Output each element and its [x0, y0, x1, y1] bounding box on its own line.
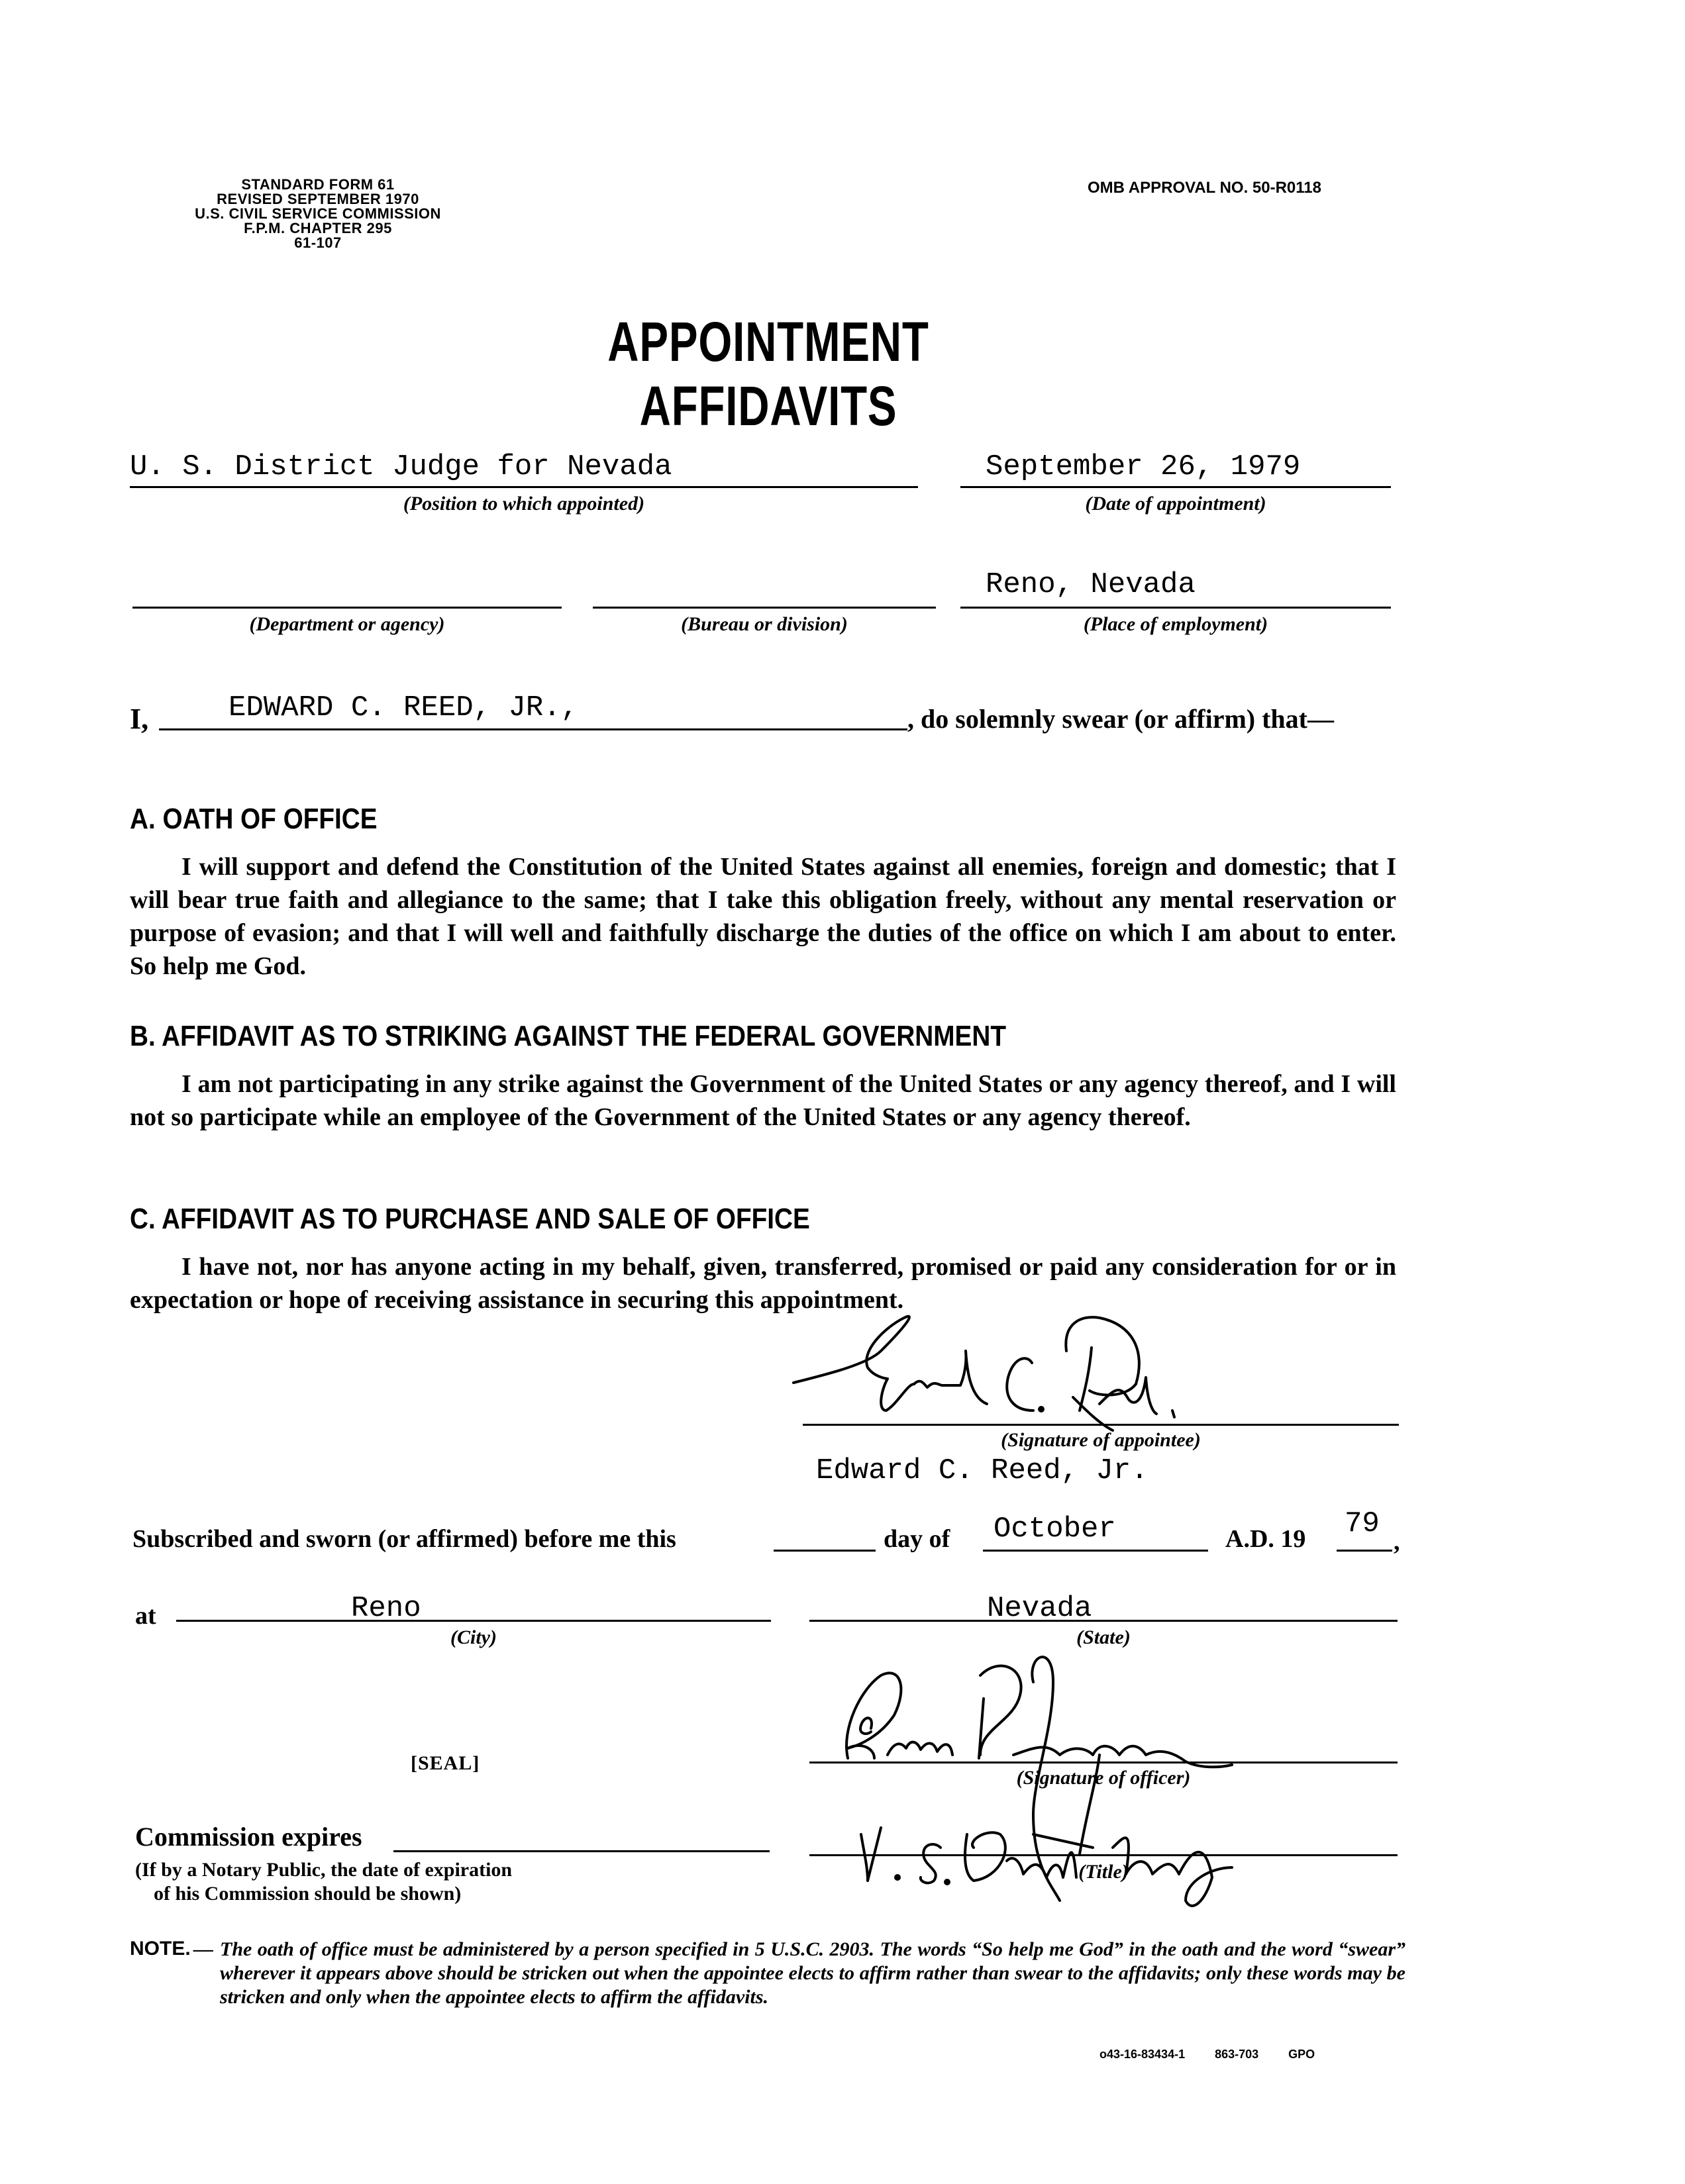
commission-note-line: of his Commission should be shown)	[154, 1883, 462, 1905]
department-caption: (Department or agency)	[249, 613, 445, 635]
at-label: at	[135, 1602, 156, 1630]
position-field[interactable]: U. S. District Judge for Nevada	[130, 450, 672, 483]
section-c-text: I have not, nor has anyone acting in my behalf, given, transferred, promised or paid any consideration for or in expectation or hope of receiving assistance in securing this appointment.	[130, 1253, 1396, 1314]
date-field-line	[960, 486, 1391, 488]
appointee-name-line	[159, 728, 907, 730]
oath-intro-prefix: I,	[130, 703, 149, 735]
section-b-heading: B. AFFIDAVIT AS TO STRIKING AGAINST THE FEDERAL GOVERNMENT	[130, 1020, 1006, 1052]
form-id-line: 61-107	[294, 234, 342, 251]
day-of-label: day of	[884, 1525, 950, 1553]
date-caption: (Date of appointment)	[1085, 493, 1266, 515]
oath-intro-suffix: , do solemnly swear (or affirm) that—	[907, 704, 1334, 734]
position-caption: (Position to which appointed)	[403, 493, 645, 515]
form-id-line: F.P.M. CHAPTER 295	[244, 220, 392, 236]
subscribed-prefix: Subscribed and sworn (or affirmed) before me this	[132, 1525, 676, 1553]
appointee-typed-name: Edward C. Reed, Jr.	[816, 1454, 1149, 1487]
place-field-line	[960, 607, 1391, 609]
appointee-signature-caption: (Signature of appointee)	[1001, 1429, 1201, 1451]
state-field[interactable]: Nevada	[987, 1592, 1092, 1625]
subscribed-day-line	[774, 1550, 876, 1552]
ad-label: A.D. 19	[1225, 1525, 1306, 1553]
omb-approval-number: OMB APPROVAL NO. 50-R0118	[1088, 179, 1321, 197]
state-caption: (State)	[1076, 1626, 1131, 1648]
commission-expires-label: Commission expires	[135, 1822, 362, 1852]
commission-note-line: (If by a Notary Public, the date of expiration	[135, 1859, 513, 1881]
subscribed-month-line	[983, 1550, 1208, 1552]
officer-signature-line	[809, 1762, 1398, 1763]
bureau-field-line	[593, 607, 936, 609]
note-label: NOTE.	[130, 1938, 191, 1960]
subscribed-month-field[interactable]: October	[994, 1513, 1116, 1546]
place-caption: (Place of employment)	[1083, 613, 1268, 635]
officer-title-caption: (Title)	[1078, 1861, 1129, 1883]
note-body: The oath of office must be administered by a person specified in 5 U.S.C. 2903. The words “So help me God” in the oath and the word “swear” wherever it appears above should be stricken out when the appointee elects to affirm rather than swear to the affidavits; only these words may be stricken and only when the appointee elects to affirm the affidavits.	[220, 1938, 1405, 2008]
footer-print-codes: o43-16-83434-1 863-703 GPO	[1099, 2048, 1315, 2061]
section-a-text: I will support and defend the Constitution of the United States against all enemies, foreign and domestic; that I will bear true faith and allegiance to the same; that I take this obligation freely, without any mental reservation or purpose of evasion; and that I will well and faithfully discharge the duties of the office on which I am about to enter. So help me God.	[130, 853, 1396, 980]
form-id-line: REVISED SEPTEMBER 1970	[217, 191, 419, 207]
bureau-caption: (Bureau or division)	[681, 613, 848, 635]
form-id-line: U.S. CIVIL SERVICE COMMISSION	[195, 205, 441, 222]
page-title: APPOINTMENT AFFIDAVITS	[607, 311, 929, 437]
note-text	[193, 1938, 1405, 2009]
officer-signature-caption: (Signature of officer)	[1016, 1767, 1191, 1789]
place-of-employment-field[interactable]: Reno, Nevada	[986, 568, 1196, 601]
city-caption: (City)	[450, 1626, 497, 1648]
form-identifier-block	[159, 177, 477, 250]
subscribed-year-line	[1337, 1550, 1392, 1552]
commission-note	[135, 1858, 512, 1906]
state-field-line	[809, 1620, 1398, 1622]
position-field-line	[130, 486, 918, 488]
note-dash: —	[193, 1938, 213, 1960]
subscribed-year-field[interactable]: 79	[1345, 1507, 1380, 1540]
date-of-appointment-field[interactable]: September 26, 1979	[986, 450, 1301, 483]
commission-expires-line	[393, 1850, 770, 1852]
city-field[interactable]: Reno	[351, 1592, 421, 1625]
officer-title-line	[809, 1854, 1398, 1856]
seal-label: [SEAL]	[411, 1752, 480, 1774]
subscribed-end: ,	[1394, 1528, 1400, 1556]
appointee-name-field[interactable]: EDWARD C. REED, JR.,	[229, 691, 579, 724]
appointee-signature-line	[803, 1424, 1399, 1426]
city-field-line	[176, 1620, 771, 1622]
section-c-heading: C. AFFIDAVIT AS TO PURCHASE AND SALE OF OFFICE	[130, 1203, 810, 1235]
form-id-line: STANDARD FORM 61	[241, 176, 395, 193]
section-a-heading: A. OATH OF OFFICE	[130, 803, 378, 835]
section-b-text: I am not participating in any strike against the Government of the United States or any agency thereof, and I will not so participate while an employee of the Government of the United States or any agency thereof.	[130, 1070, 1396, 1131]
department-field-line	[132, 607, 562, 609]
